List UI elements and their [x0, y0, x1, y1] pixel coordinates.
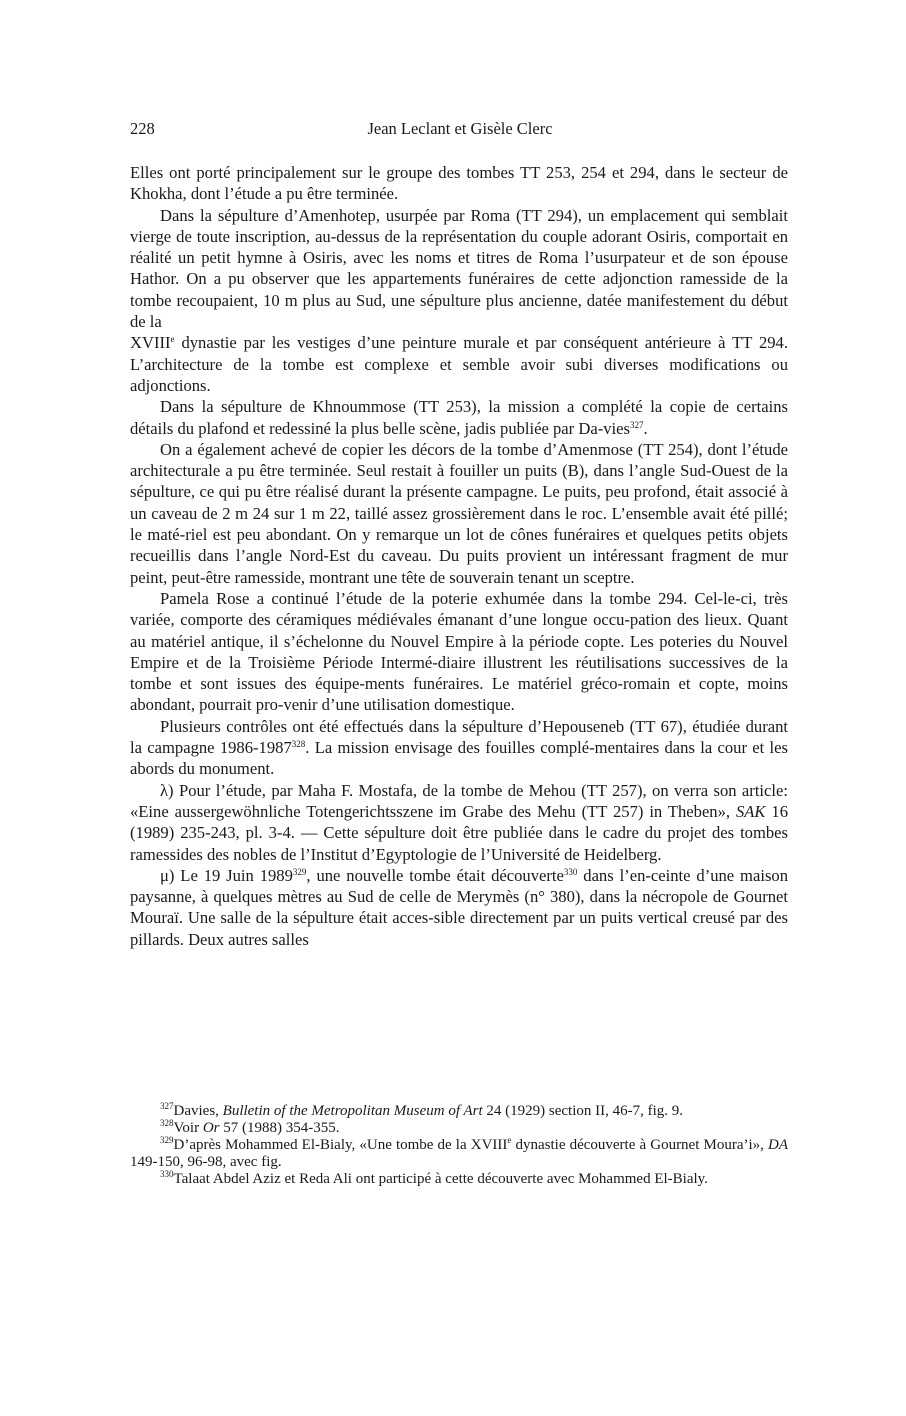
text-span: dynastie découverte à Gournet Moura’i»,	[511, 1137, 768, 1153]
text-span: μ) Le 19 Juin 1989	[160, 865, 293, 885]
superscript: e	[507, 1135, 512, 1145]
text-span: λ) Pour l’étude, par Maha F. Mostafa, de la tombe de Mehou (TT 257), on verra son article: «Eine aussergewöhnliche Totengerichtsszene im Grabe des Mehu (TT 257) in Theben»,	[130, 780, 788, 821]
text-span: 16 (1989) 235-243, pl. 3-4. — Cette sépulture doit être publiée dans le cadre du projet des tombes ramessides des nobles de l’Institut d’Egyptologie de l’Université de Heidelberg.	[130, 801, 788, 864]
footnote	[130, 1120, 788, 1137]
footnote-ref: 328	[291, 739, 306, 750]
footnote	[130, 1137, 788, 1171]
text-span: Talaat Abdel Aziz et Reda Ali ont participé à cette découverte avec Mohammed El-Bialy.	[173, 1171, 708, 1187]
paragraph: Pamela Rose a continué l’étude de la poterie exhumée dans la tombe 294. Cel-le-ci, très variée, comporte des céramiques médiévales émanant d’une longue occu-pation des lieux. Quant au matériel antique, il s’échelonne du Nouvel Empire à la période copte. Les poteries du Nouvel Empire et de la Troisième Période Intermé-diaire illustrent les réutilisations successives de la tombe et sont issues des équipe-ments funéraires. Le matériel gréco-romain et copte, moins abondant, pourrait pro-venir d’une utilisation domestique.	[130, 588, 788, 715]
footnotes	[130, 1103, 788, 1188]
paragraph: Dans la sépulture d’Amenhotep, usurpée par Roma (TT 294), un emplacement qui semblait vierge de toute inscription, au-dessus de la représentation du couple adorant Osiris, comportait en réalité un petit hymne à Osiris, avec les noms et titres de Roma l’usurpateur et de son épouse Hathor. On a pu observer que les appartements funéraires de cette adjonction ramesside de la tombe recoupaient, 10 m plus au Sud, une sépulture plus ancienne, datée manifestement du début de la	[130, 205, 788, 332]
footnote-number: 330	[160, 1169, 174, 1179]
italic-text: Or	[202, 1120, 220, 1136]
text-span: dans l’en-ceinte d’une maison paysanne, à quelques mètres au Sud de celle de Merymès (n° 380), dans la nécropole de Gournet Mouraï. Une salle de la sépulture était acces-sible directement par un puits vertical creusé par des pillards. Deux autres salles	[130, 865, 788, 949]
text-span: Dans la sépulture de Khnoummose (TT 253), la mission a complété la copie de certains détails du plafond et redessiné la plus belle scène, jadis publiée par Da-vies	[130, 397, 788, 438]
footnote	[130, 1171, 788, 1188]
paragraph	[130, 396, 788, 439]
text-span: dynastie par les vestiges d’une peinture murale et par conséquent antérieure à TT 294. L’architecture de la tombe est complexe et semble avoir subi diverses modifications ou adjonctions.	[130, 333, 788, 395]
text-span: .	[643, 418, 648, 438]
footnote-number: 327	[160, 1101, 174, 1111]
text-span: D’après Mohammed El-Bialy, «Une tombe de la XVIII	[173, 1137, 508, 1153]
text-span: 149-150, 96-98, avec fig.	[130, 1154, 282, 1170]
paragraph	[130, 332, 788, 396]
italic-text: Bulletin of the Metropolitan Museum of Art	[222, 1103, 483, 1119]
body-text	[130, 162, 788, 950]
paragraph: Elles ont porté principalement sur le groupe des tombes TT 253, 254 et 294, dans le secteur de Khokha, dont l’étude a pu être terminée.	[130, 163, 788, 204]
footnote-ref: 329	[292, 866, 307, 877]
page-header	[130, 119, 790, 143]
footnote-number: 329	[160, 1135, 174, 1145]
text-span: Voir	[173, 1120, 203, 1136]
text-span: . La mission envisage des fouilles complé-mentaires dans la cour et les abords du monument.	[130, 738, 788, 779]
text-span: , une nouvelle tombe était découverte	[306, 865, 564, 885]
superscript: e	[170, 334, 175, 345]
running-head: Jean Leclant et Gisèle Clerc	[367, 119, 553, 138]
text-span: Davies,	[173, 1103, 223, 1119]
page-number: 228	[130, 119, 155, 138]
paragraph	[130, 716, 788, 780]
italic-text: SAK	[735, 801, 766, 821]
footnote-number: 328	[160, 1118, 174, 1128]
italic-text: DA	[768, 1137, 788, 1153]
footnote	[130, 1103, 788, 1120]
text-span: 24 (1929) section II, 46-7, fig. 9.	[482, 1103, 684, 1119]
footnote-ref: 330	[563, 866, 578, 877]
footnote-ref: 327	[629, 419, 644, 430]
paragraph: On a également achevé de copier les décors de la tombe d’Amenmose (TT 254), dont l’étude architecturale a pu être terminée. Seul restait à fouiller un puits (B), dans l’angle Sud-Ouest de la sépulture, ce qui pu être réalisé durant la présente campagne. Le puits, peu profond, était associé à un caveau de 2 m 24 sur 1 m 22, taillé assez grossièrement dans le roc. L’ensemble avait été pillé; le maté-riel est peu abondant. On y remarque un lot de cônes funéraires et quelques petits objets recueillis dans l’angle Nord-Est du caveau. Du puits provient un intéressant fragment de mur peint, peut-être ramesside, montrant une tête de souverain tenant un sceptre.	[130, 439, 788, 587]
text-span: Plusieurs contrôles ont été effectués dans la sépulture d’Hepouseneb (TT 67), étudiée durant la campagne 1986-1987	[130, 716, 788, 758]
text-span: 57 (1988) 354-355.	[219, 1120, 340, 1136]
text-span: XVIII	[130, 333, 171, 353]
paragraph	[130, 865, 788, 950]
paragraph	[130, 780, 788, 865]
